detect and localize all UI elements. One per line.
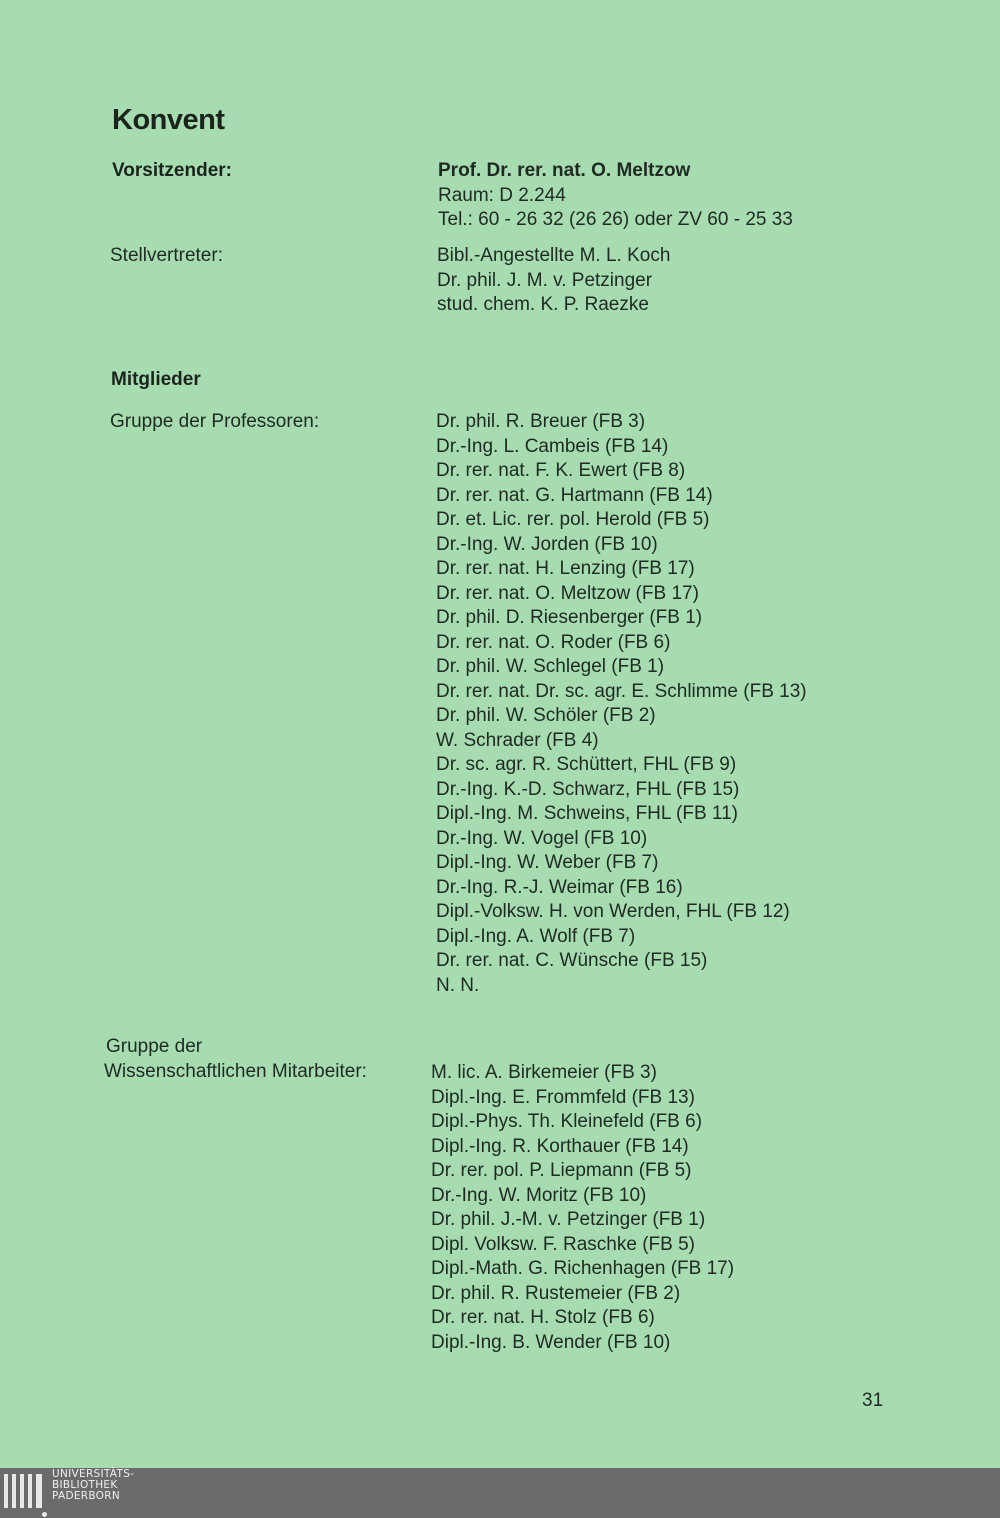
list-item: Dr.-Ing. W. Moritz (FB 10) xyxy=(431,1184,647,1206)
chair-line: Raum: D 2.244 xyxy=(438,184,566,206)
chair-details xyxy=(438,159,793,233)
page-number: 31 xyxy=(862,1390,884,1411)
professors-group-label: Gruppe der Professoren: xyxy=(110,411,320,432)
list-item: Dr. phil. R. Breuer (FB 3) xyxy=(436,411,646,432)
list-item: Dr.-Ing. R.-J. Weimar (FB 16) xyxy=(436,876,683,898)
list-item: Dipl.-Volksw. H. von Werden, FHL (FB 12) xyxy=(436,901,790,922)
deputy-label: Stellvertreter: xyxy=(110,245,223,266)
list-item: Dipl. Volksw. F. Raschke (FB 5) xyxy=(431,1233,695,1255)
deputy-list xyxy=(437,244,670,318)
deputy-entry: Dr. phil. J. M. v. Petzinger xyxy=(437,269,653,291)
list-item: Dr. rer. nat. O. Roder (FB 6) xyxy=(436,631,671,653)
chair-line: Prof. Dr. rer. nat. O. Meltzow xyxy=(438,160,691,181)
chair-line: Tel.: 60 - 26 32 (26 26) oder ZV 60 - 25 33 xyxy=(438,209,793,230)
chair-label: Vorsitzender: xyxy=(112,160,233,181)
list-item: Dipl.-Ing. A. Wolf (FB 7) xyxy=(436,925,636,947)
list-item: Dr. rer. pol. P. Liepmann (FB 5) xyxy=(431,1160,692,1181)
logo-line: BIBLIOTHEK xyxy=(52,1479,118,1491)
deputy-entry: Bibl.-Angestellte M. L. Koch xyxy=(437,245,671,266)
page-title: Konvent xyxy=(112,104,225,136)
library-logo-text xyxy=(52,1469,134,1502)
list-item: Dipl.-Ing. W. Weber (FB 7) xyxy=(436,852,659,873)
staff-list xyxy=(431,1061,734,1355)
list-item: Dipl.-Ing. E. Frommfeld (FB 13) xyxy=(431,1086,695,1108)
list-item: Dr. phil. W. Schlegel (FB 1) xyxy=(436,656,665,677)
list-item: Dr. phil. W. Schöler (FB 2) xyxy=(436,705,656,726)
list-item: Dr. rer. nat. O. Meltzow (FB 17) xyxy=(436,582,699,604)
staff-group-label-line1: Gruppe der xyxy=(106,1036,203,1057)
list-item: M. lic. A. Birkemeier (FB 3) xyxy=(431,1062,657,1083)
list-item: Dipl.-Ing. B. Wender (FB 10) xyxy=(431,1331,671,1353)
logo-line: UNIVERSITÄTS- xyxy=(52,1468,135,1480)
list-item: Dr.-Ing. K.-D. Schwarz, FHL (FB 15) xyxy=(436,778,740,800)
list-item: Dr. rer. nat. G. Hartmann (FB 14) xyxy=(436,484,713,506)
list-item: Dr. phil. R. Rustemeier (FB 2) xyxy=(431,1282,681,1304)
list-item: Dipl.-Ing. M. Schweins, FHL (FB 11) xyxy=(436,803,738,824)
list-item: Dr. rer. nat. H. Stolz (FB 6) xyxy=(431,1307,655,1328)
list-item: Dr.-Ing. L. Cambeis (FB 14) xyxy=(436,435,669,457)
list-item: Dr.-Ing. W. Vogel (FB 10) xyxy=(436,827,648,849)
list-item: Dr. phil. J.-M. v. Petzinger (FB 1) xyxy=(431,1209,706,1230)
list-item: Dr. sc. agr. R. Schüttert, FHL (FB 9) xyxy=(436,754,737,775)
list-item: Dr. rer. nat. H. Lenzing (FB 17) xyxy=(436,558,695,579)
staff-group-label-line2: Wissenschaftlichen Mitarbeiter: xyxy=(104,1061,367,1082)
list-item: Dipl.-Phys. Th. Kleinefeld (FB 6) xyxy=(431,1111,703,1132)
list-item: Dr. phil. D. Riesenberger (FB 1) xyxy=(436,607,703,628)
members-heading: Mitglieder xyxy=(111,369,201,390)
list-item: Dipl.-Math. G. Richenhagen (FB 17) xyxy=(431,1258,735,1279)
list-item: W. Schrader (FB 4) xyxy=(436,729,599,751)
list-item: Dr. et. Lic. rer. pol. Herold (FB 5) xyxy=(436,509,710,530)
logo-line: PADERBORN xyxy=(52,1490,120,1502)
list-item: Dr. rer. nat. Dr. sc. agr. E. Schlimme (FB 13) xyxy=(436,680,807,702)
library-bars-logo-icon xyxy=(4,1474,46,1514)
list-item: Dr. rer. nat. C. Wünsche (FB 15) xyxy=(436,950,708,971)
list-item: Dr.-Ing. W. Jorden (FB 10) xyxy=(436,533,658,555)
list-item: Dipl.-Ing. R. Korthauer (FB 14) xyxy=(431,1135,689,1157)
library-footer-bar xyxy=(0,1468,1000,1518)
list-item: N. N. xyxy=(436,974,480,996)
deputy-entry: stud. chem. K. P. Raezke xyxy=(437,294,649,315)
list-item: Dr. rer. nat. F. K. Ewert (FB 8) xyxy=(436,460,686,481)
professors-list xyxy=(436,410,807,998)
